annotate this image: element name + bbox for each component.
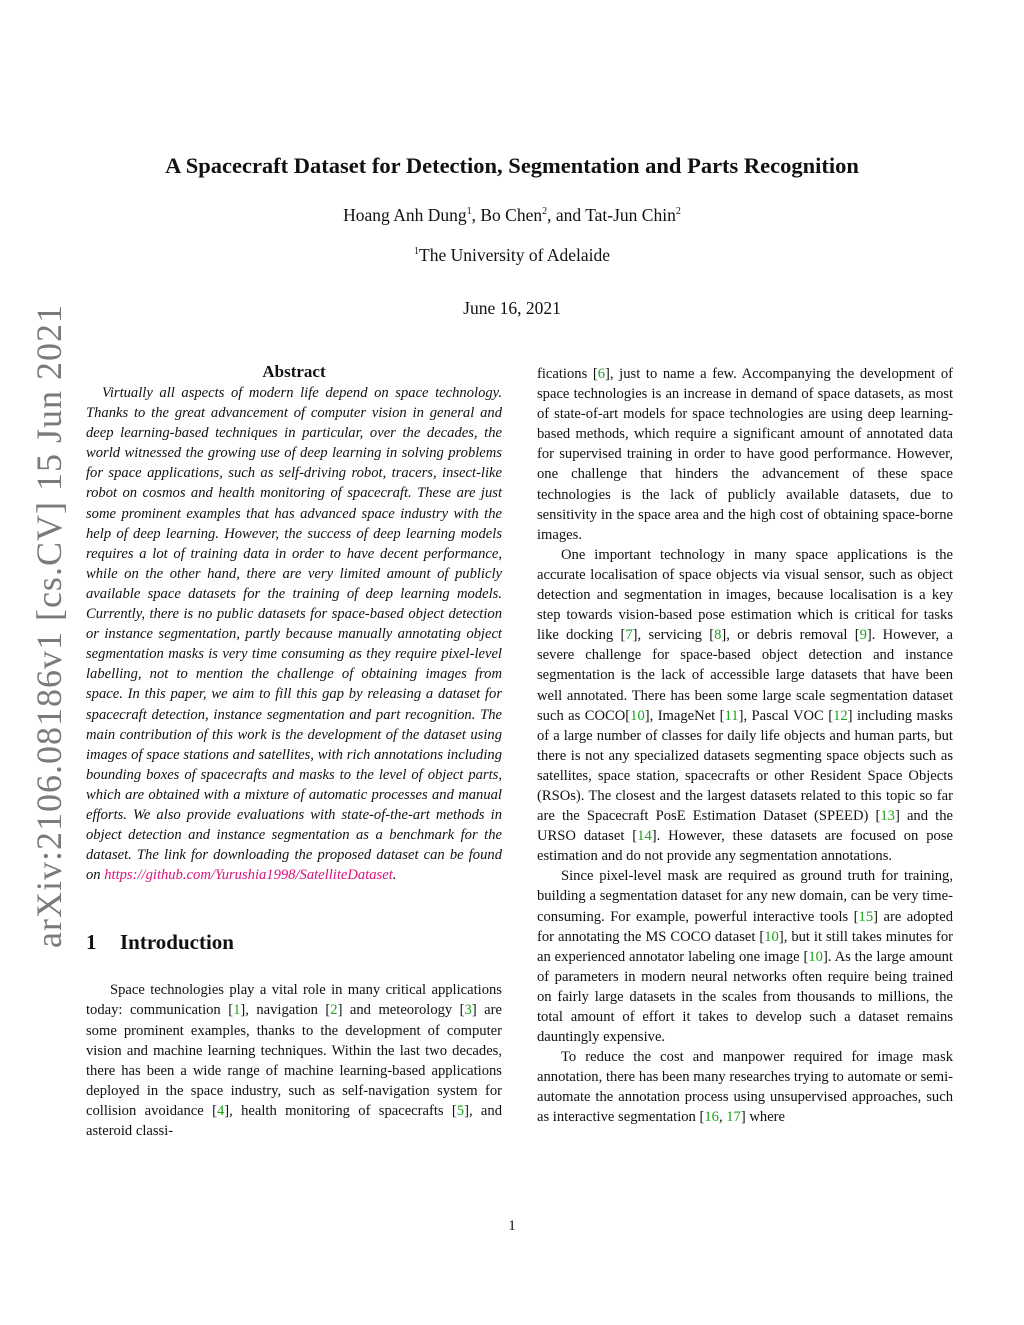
paragraph-text: ], just to name a few. Accompanying the development of space technologies is an increase in demand of space datasets, as most of state-of-art models for space technologies are using deep learning-based methods, which require a significant amount of annotated data for supervised training in order to have good performance. However, one challenge that hinders the advancement of these space technologies is the lack of publicly available datasets, due to sensitivity in the space area and the high cost of obtaining space-borne images. bbox=[537, 366, 954, 543]
citation-link[interactable]: 17 bbox=[726, 1109, 741, 1126]
paragraph-text: ], and asteroid classi- bbox=[86, 1102, 502, 1139]
paragraph-text: ] and the URSO dataset [ bbox=[537, 808, 953, 845]
author: Hoang Anh Dung$^1$, bbox=[343, 205, 481, 225]
abstract-heading: Abstract bbox=[262, 362, 326, 381]
citation-link[interactable]: 11 bbox=[724, 707, 739, 724]
paragraph-text: ] are adopted for annotating the MS COCO dataset [ bbox=[537, 908, 953, 945]
citation-link[interactable]: 6 bbox=[597, 366, 606, 382]
paragraph-text: ], servicing [ bbox=[632, 627, 715, 644]
citation-link[interactable]: 14 bbox=[637, 828, 652, 845]
paragraph-text: ] and meteorology [ bbox=[337, 1002, 465, 1019]
paragraph-text: , bbox=[718, 1109, 727, 1126]
paragraph-text: ], Pascal VOC [ bbox=[738, 707, 834, 724]
abstract-body: Virtually all aspects of modern life depend on space technology. Thanks to the great advancement of computer vision in general and deep learning-based techniques in particular, over the decades, the world witnessed the growing use of deep learning in solving problems for space applications, such as self-driving robot, tracers, insect-like robot on cosmos and health monitoring of spacecraft. These are just some prominent examples that has advanced space industry with the help of deep learning. However, the success of deep learning models requires a lot of training data in order to have decent performance, while on the other hand, there are very limited amount of publicly available space datasets for the training of deep learning models. Currently, there is no public datasets for space-based object detection or instance segmentation, partly because manually annotating object segmentation masks is very time consuming as they require pixel-level labelling, not to mention the challenge of obtaining images from space. In this paper, we aim to fill this gap by releasing a dataset for spacecraft detection, instance segmentation and part recognition. The main contribution of this work is the development of the dataset using images of space stations and satellites, with rich annotations including bounding boxes of spacecrafts and masks to the level of object parts, which are obtained with a mixture of automatic processes and manual efforts. We also provide evaluations with state-of-the-art methods in object detection and instance segmentation as a benchmark for the dataset. The link for downloading the proposed dataset can be found on https://github.com/Yurushia1998/SatelliteDataset. bbox=[86, 385, 502, 884]
paper-date: June 16, 2021 bbox=[463, 298, 561, 318]
paragraph-text: ], ImageNet [ bbox=[644, 707, 725, 724]
citation-link[interactable]: 3 bbox=[464, 1002, 472, 1019]
paragraph-text: To reduce the cost and manpower required for image mask annotation, there has been many researches trying to automate or semi-automate the annotation process using unsupervised approaches, such as interactive segmentation [ bbox=[537, 1049, 953, 1126]
paragraph-text: ] are some prominent examples, thanks to the development of computer vision and machine learning techniques. Within the last two decades, there has been a wide range of machine learning-based applications deployed in the space industry, such as self-navigation system for collision avoidance [ bbox=[86, 1002, 502, 1119]
citation-link[interactable]: 15 bbox=[858, 908, 874, 925]
citation-link[interactable]: 16 bbox=[704, 1109, 719, 1126]
citation-link[interactable]: 10 bbox=[630, 707, 645, 724]
paragraph-text: ]. However, a severe challenge for space-based object detection and instance segmentation is the lack of accessible large datasets that have been well annotated. There has been some large scale segmentation dataset such as COCO[ bbox=[537, 627, 953, 724]
author-list bbox=[0, 205, 1024, 226]
intro-paragraph-1 bbox=[86, 980, 502, 1141]
citation-link[interactable]: 7 bbox=[625, 627, 633, 644]
citation-link[interactable]: 10 bbox=[764, 928, 779, 945]
paper-title: A Spacecraft Dataset for Detection, Segmentation and Parts Recognition bbox=[165, 153, 859, 178]
citation-link[interactable]: 2 bbox=[330, 1002, 338, 1019]
paragraph-text: One important technology in many space applications is the accurate localisation of space objects via visual sensor, such as object detection and segmentation in images, because localisation is a key step towards vision-based pose estimation which is critical for tasks like docking [ bbox=[537, 546, 953, 644]
citation-link[interactable]: 5 bbox=[456, 1102, 465, 1119]
citation-link[interactable]: 10 bbox=[808, 948, 823, 965]
affiliation: $^1$The University of Adelaide bbox=[414, 245, 610, 265]
arxiv-identifier[interactable]: arXiv:2106.08186v1 [cs.CV] 15 Jun 2021 bbox=[29, 304, 69, 948]
citation-link[interactable]: 4 bbox=[216, 1102, 225, 1119]
left-column bbox=[86, 362, 502, 1141]
paragraph-text: fications [ bbox=[537, 366, 598, 382]
intro-paragraph-4 bbox=[537, 866, 953, 1047]
paragraph-text: ], health monitoring of spacecrafts [ bbox=[224, 1102, 457, 1119]
paragraph-text: Since pixel-level mask are required as ground truth for training, building a segmentation dataset for any new domain, can be very time-consuming. For example, powerful interactive tools [ bbox=[537, 868, 953, 925]
paragraph-text: Space technologies play a vital role in many critical applications today: communication [ bbox=[86, 982, 502, 1019]
paragraph-text: ], or debris removal [ bbox=[721, 627, 860, 644]
citation-link[interactable]: 13 bbox=[880, 808, 895, 825]
page-number: 1 bbox=[508, 1218, 516, 1234]
paragraph-text: ]. However, these datasets are focused on pose estimation and do not provide any segmentation annotations. bbox=[537, 828, 953, 865]
section-heading-introduction: 1 Introduction bbox=[86, 930, 234, 955]
citation-link[interactable]: 9 bbox=[859, 627, 867, 644]
dataset-link[interactable]: https://github.com/Yurushia1998/SatelliteDataset bbox=[104, 867, 393, 884]
paragraph-text: ], but it still takes minutes for an experienced annotator labeling one image [ bbox=[537, 928, 953, 965]
author: Tat-Jun Chin$^2$ bbox=[585, 205, 681, 225]
intro-paragraph-2 bbox=[537, 364, 953, 545]
citation-link[interactable]: 12 bbox=[833, 707, 848, 724]
paragraph-text: ]. As the large amount of parameters in modern neural networks often require being trained on fairly large datasets in the scales from thousands to millions, the total amount of effort it takes to develop such a dataset remains dauntingly expensive. bbox=[537, 948, 953, 1046]
right-column bbox=[537, 364, 953, 1128]
intro-paragraph-5 bbox=[537, 1047, 953, 1127]
paragraph-text: ] where bbox=[740, 1109, 786, 1126]
paragraph-text: ] including masks of a large number of classes for daily life objects and human parts, but there is not any specialized datasets segmenting space objects such as satellites, space station, spacecrafts or other Resident Space Objects (RSOs). The closest and the largest datasets related to this topic so far are the Spacecraft PosE Estimation Dataset (SPEED) [ bbox=[537, 707, 953, 825]
citation-link[interactable]: 8 bbox=[714, 627, 722, 644]
citation-link[interactable]: 1 bbox=[233, 1002, 241, 1019]
author: Bo Chen$^2$, and bbox=[480, 205, 586, 225]
paragraph-text: ], navigation [ bbox=[240, 1002, 331, 1019]
intro-paragraph-3 bbox=[537, 545, 953, 867]
